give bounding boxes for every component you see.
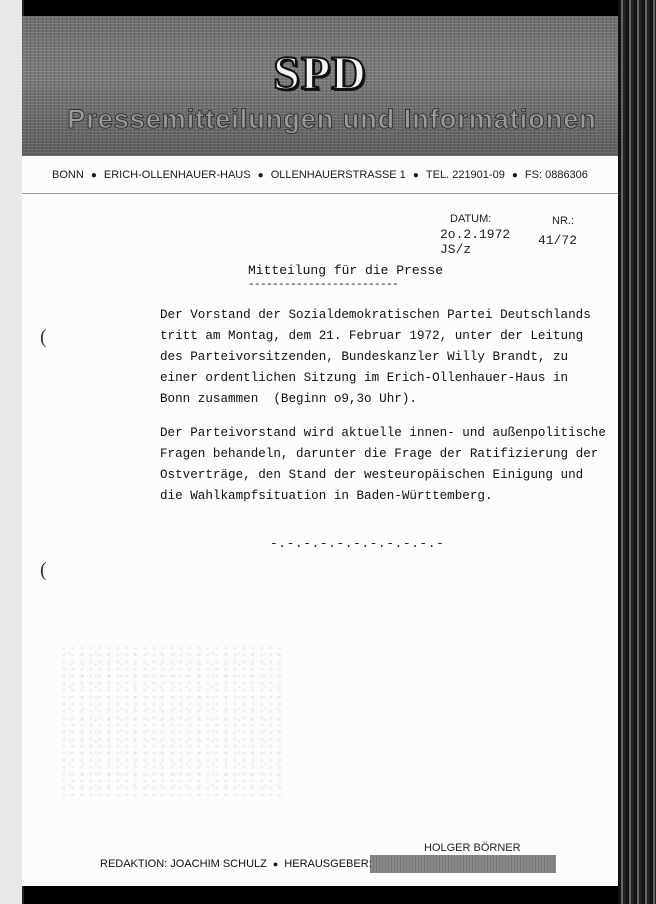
address-line [22,169,618,181]
number-label: NR.: [552,215,574,227]
scan-noise [62,646,282,796]
letterhead-subtitle: Pressemitteilungen und Informationen [67,104,597,134]
paragraph-line: Fragen behandeln, darunter die Frage der Ratifizierung der [160,447,599,461]
punch-hole-icon: ( [40,559,47,581]
bullet-icon: ● [257,169,264,181]
date-label: DATUM: [450,213,492,225]
address-rule [22,193,618,194]
paragraph-line: Bonn zusammen (Beginn o9,3o Uhr). [160,392,417,406]
letterhead-band [22,16,618,156]
address-telex: FS: 0886306 [524,169,588,181]
number-value: 41/72 [538,233,578,248]
spd-logo: SPD [273,47,367,100]
address-street: OLLENHAUERSTRASSE 1 [270,169,406,181]
paragraph-line: des Parteivorsitzenden, Bundeskanzler Willy Brandt, zu [160,350,569,364]
paragraph-line: Ostverträge, den Stand der westeuropäischen Einigung und [160,468,584,482]
address-building: ERICH-OLLENHAUER-HAUS [103,169,251,181]
end-separator: -.-.-.-.-.-.-.-.-.-.- [270,536,445,551]
press-release-page [22,16,618,886]
publisher-label: HERAUSGEBER: [284,858,372,870]
publisher-name: HOLGER BÖRNER [424,842,521,854]
address-city: BONN [52,169,84,181]
paragraph-line: die Wahlkampfsituation in Baden-Württemberg. [160,489,493,503]
date-value: 2o.2.1972 [440,227,511,242]
footer-line [100,858,372,870]
paragraph-2 [160,423,610,507]
paragraph-line: einer ordentlichen Sitzung im Erich-Ollenhauer-Haus in [160,371,569,385]
bullet-icon: ● [412,169,419,181]
bullet-icon: ● [511,169,518,181]
paragraph-line: Der Vorstand der Sozialdemokratischen Partei Deutschlands [160,308,591,322]
left-scan-edge [0,0,24,904]
right-scan-edge [618,0,656,904]
editor-credit: REDAKTION: JOACHIM SCHULZ [100,858,267,870]
bullet-icon: ● [272,859,279,869]
paragraph-line: tritt am Montag, dem 21. Februar 1972, unter der Leitung [160,329,584,343]
document-title: Mitteilung für die Presse [248,263,444,278]
punch-hole-icon: ( [40,326,47,348]
publisher-bar [370,855,556,873]
bullet-icon: ● [90,169,97,181]
paragraph-1 [160,305,610,410]
address-phone: TEL. 221901-09 [425,169,505,181]
initials: JS/z [440,242,472,257]
title-underline: ------------------------- [248,279,399,291]
paragraph-line: Der Parteivorstand wird aktuelle innen- und außenpolitische [160,426,606,440]
